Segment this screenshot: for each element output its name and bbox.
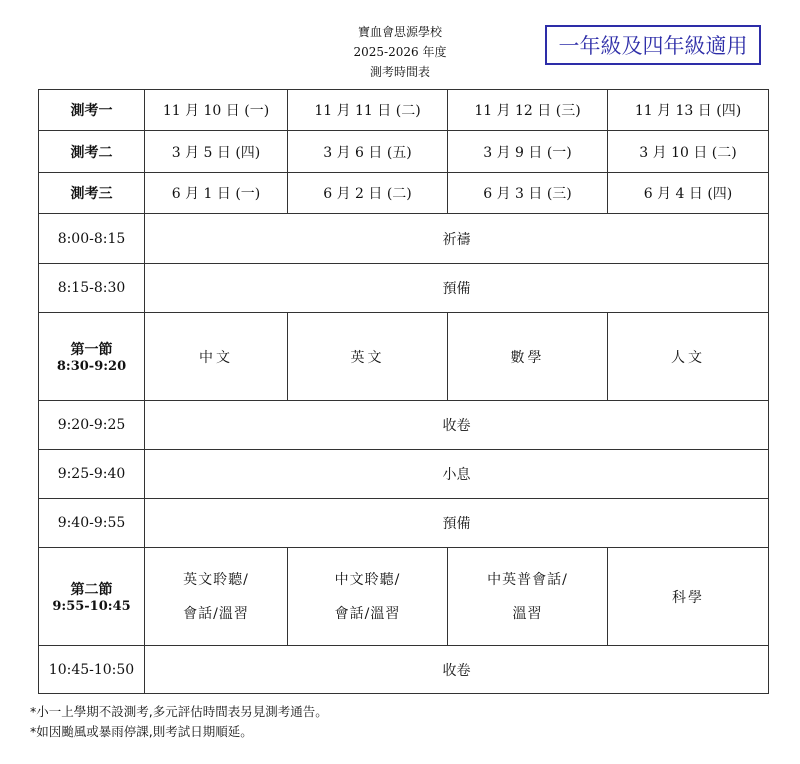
- exam-date-cell: 11 月 10 日 (一): [145, 90, 288, 131]
- period-label: [39, 313, 145, 401]
- exam-date-cell: 6 月 2 日 (二): [288, 173, 448, 214]
- exam-date-cell: 6 月 3 日 (三): [448, 173, 608, 214]
- subject-line: 會話/溫習: [183, 605, 249, 622]
- time-slot: 8:15-8:30: [39, 264, 145, 313]
- exam-label: 測考一: [39, 90, 145, 131]
- period-label: [39, 548, 145, 646]
- exam-timetable: [38, 89, 769, 694]
- exam-date-cell: 11 月 12 日 (三): [448, 90, 608, 131]
- exam-date-cell: 3 月 9 日 (一): [448, 131, 608, 173]
- school-name: 寶血會思源學校: [357, 25, 442, 39]
- schedule-row: [39, 646, 769, 694]
- time-slot: 9:40-9:55: [39, 499, 145, 548]
- subject-cell: 中文: [145, 313, 288, 401]
- period-name: 第二節: [70, 582, 113, 598]
- subject-line: 中文聆聽/: [334, 571, 401, 588]
- activity-cell: 小息: [145, 450, 769, 499]
- schedule-row: [39, 450, 769, 499]
- exam-dates-row: [39, 131, 769, 173]
- time-slot: 9:20-9:25: [39, 401, 145, 450]
- subject-cell: 人文: [608, 313, 769, 401]
- subject-cell: [288, 548, 448, 646]
- exam-date-cell: 11 月 11 日 (二): [288, 90, 448, 131]
- schedule-row: [39, 214, 769, 264]
- subject-cell: [448, 548, 608, 646]
- period-row: [39, 548, 769, 646]
- period-row: [39, 313, 769, 401]
- subject-line: 會話/溫習: [334, 605, 401, 622]
- exam-dates-row: [39, 90, 769, 131]
- exam-date-cell: 3 月 10 日 (二): [608, 131, 769, 173]
- document-title: 測考時間表: [369, 65, 430, 79]
- subject-line: 溫習: [512, 605, 543, 622]
- subject-cell: [145, 548, 288, 646]
- exam-date-cell: 3 月 6 日 (五): [288, 131, 448, 173]
- applicable-grades-box: 一年級及四年級適用: [545, 25, 761, 65]
- subject-cell: 數學: [448, 313, 608, 401]
- exam-label: 測考三: [39, 173, 145, 214]
- footnote: *小一上學期不設測考,多元評估時間表另見測考通告。: [30, 704, 328, 719]
- time-slot: 10:45-10:50: [39, 646, 145, 694]
- schedule-row: [39, 499, 769, 548]
- period-time: 9:55-10:45: [52, 599, 131, 614]
- exam-date-cell: 6 月 4 日 (四): [608, 173, 769, 214]
- activity-cell: 預備: [145, 264, 769, 313]
- subject-line: 英文聆聽/: [183, 571, 249, 588]
- subject-line: 中英普會話/: [487, 571, 568, 588]
- subject-cell: 科學: [608, 548, 769, 646]
- time-slot: 9:25-9:40: [39, 450, 145, 499]
- school-year: 2025-2026 年度: [353, 45, 447, 59]
- exam-date-cell: 3 月 5 日 (四): [145, 131, 288, 173]
- exam-label: 測考二: [39, 131, 145, 173]
- schedule-row: [39, 264, 769, 313]
- activity-cell: 收卷: [145, 646, 769, 694]
- exam-date-cell: 11 月 13 日 (四): [608, 90, 769, 131]
- exam-date-cell: 6 月 1 日 (一): [145, 173, 288, 214]
- activity-cell: 預備: [145, 499, 769, 548]
- activity-cell: 祈禱: [145, 214, 769, 264]
- period-time: 8:30-9:20: [56, 359, 127, 374]
- subject-cell: 英文: [288, 313, 448, 401]
- document-header: [300, 22, 500, 82]
- activity-cell: 收卷: [145, 401, 769, 450]
- footnotes: [30, 702, 328, 742]
- schedule-row: [39, 401, 769, 450]
- exam-dates-row: [39, 173, 769, 214]
- time-slot: 8:00-8:15: [39, 214, 145, 264]
- footnote: *如因颱風或暴雨停課,則考試日期順延。: [30, 724, 253, 739]
- period-name: 第一節: [70, 342, 113, 358]
